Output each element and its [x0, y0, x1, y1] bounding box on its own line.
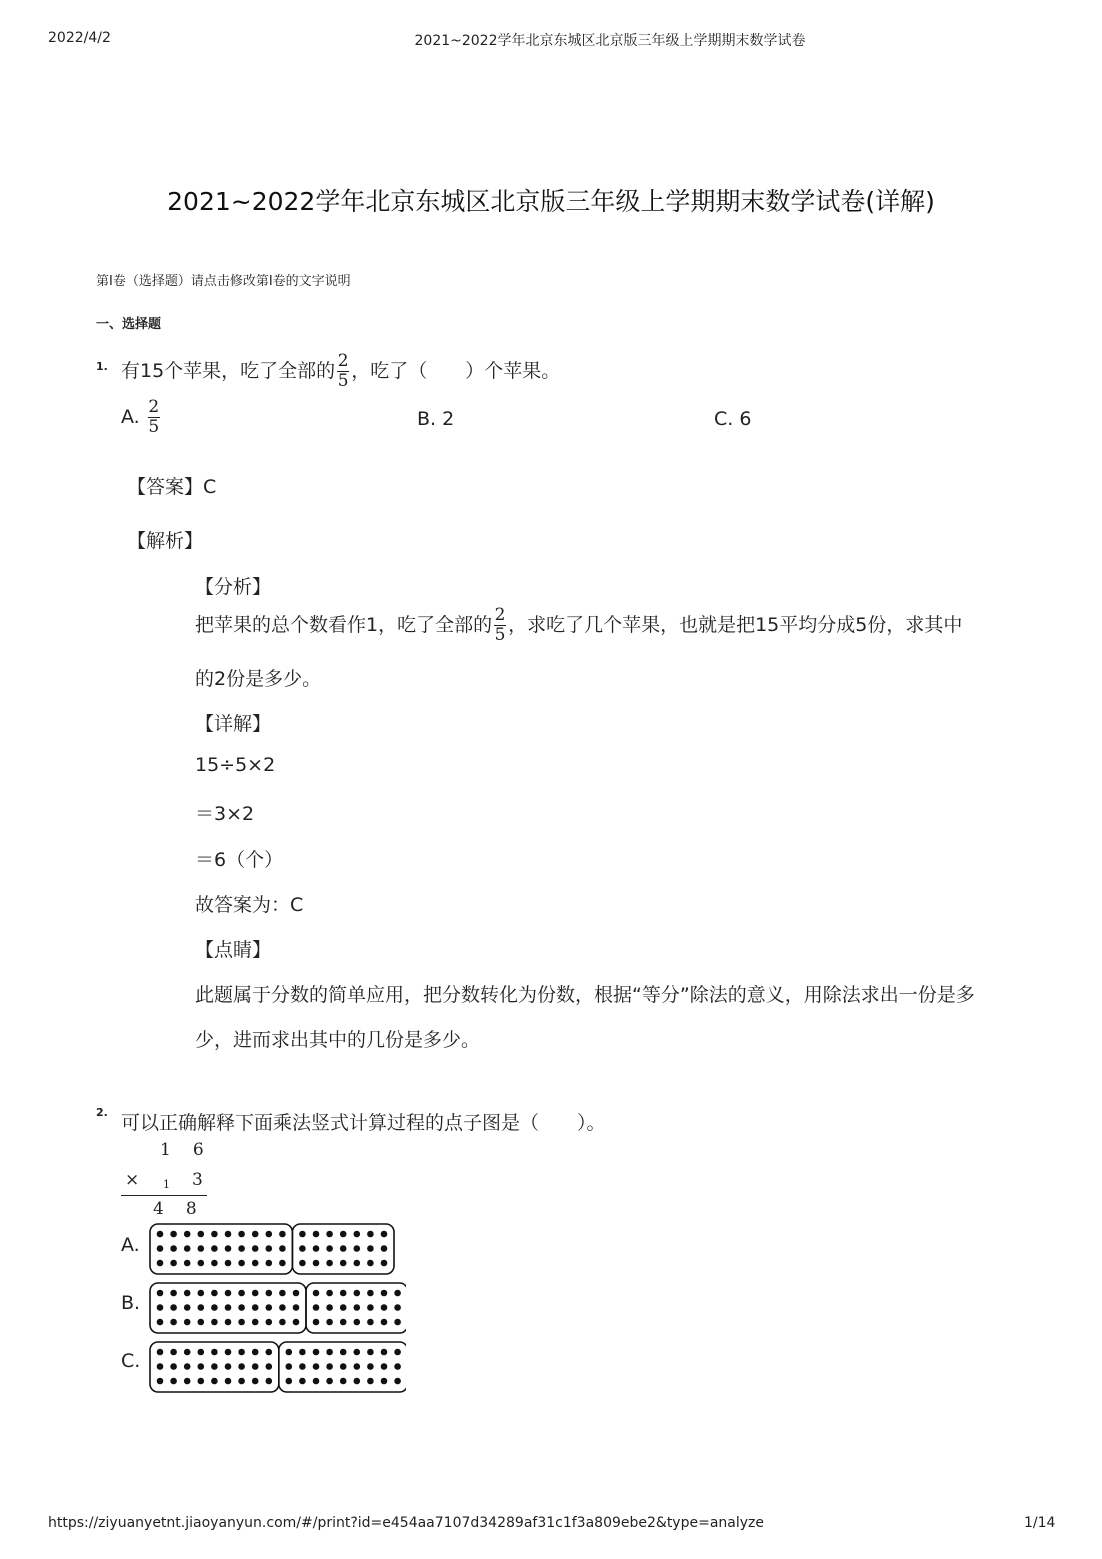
dot: [225, 1349, 232, 1356]
dot: [184, 1290, 191, 1297]
dot: [170, 1245, 177, 1252]
dot: [198, 1349, 205, 1356]
dot: [381, 1319, 388, 1326]
dot: [211, 1245, 218, 1252]
dot: [157, 1245, 164, 1252]
dot: [354, 1349, 361, 1356]
dot: [313, 1260, 320, 1267]
dot: [238, 1290, 245, 1297]
dot: [238, 1245, 245, 1252]
conclusion: 故答案为：C: [195, 894, 304, 916]
dot: [211, 1260, 218, 1267]
analysis-heading: 【解析】: [127, 530, 204, 552]
dot: [367, 1231, 374, 1238]
dot: [252, 1378, 259, 1385]
dianjing-line-2: 少，进而求出其中的几份是多少。: [195, 1029, 481, 1051]
dot: [266, 1378, 273, 1385]
dot: [340, 1363, 347, 1370]
dot: [238, 1319, 245, 1326]
dot: [340, 1349, 347, 1356]
dot: [293, 1319, 300, 1326]
option-a-fraction: [148, 398, 160, 437]
dot: [394, 1363, 401, 1370]
dot: [198, 1245, 205, 1252]
dot: [326, 1290, 333, 1297]
dot: [184, 1349, 191, 1356]
dot: [198, 1363, 205, 1370]
dot: [184, 1245, 191, 1252]
dot: [225, 1290, 232, 1297]
dot: [286, 1363, 293, 1370]
dot: [170, 1349, 177, 1356]
multiplier: 3: [192, 1170, 203, 1190]
dot: [266, 1349, 273, 1356]
dot: [354, 1363, 361, 1370]
dot: [238, 1349, 245, 1356]
option-c-dot-diagram[interactable]: [148, 1340, 406, 1394]
dot: [211, 1304, 218, 1311]
dot: [381, 1245, 388, 1252]
dot: [211, 1231, 218, 1238]
dot: [326, 1378, 333, 1385]
option-b-dot-diagram[interactable]: [148, 1281, 406, 1335]
dot: [198, 1231, 205, 1238]
question-1-text-after: ，吃了（ ）个苹果。: [351, 360, 561, 382]
dot: [266, 1290, 273, 1297]
dot: [170, 1290, 177, 1297]
calc-step-2: ＝3×2: [195, 803, 255, 825]
dot: [381, 1349, 388, 1356]
multiplication-line: [121, 1195, 207, 1196]
dot: [157, 1378, 164, 1385]
dot: [381, 1290, 388, 1297]
dianjing-heading: 【点睛】: [195, 939, 272, 961]
dot: [340, 1378, 347, 1385]
dot: [266, 1245, 273, 1252]
dot: [266, 1363, 273, 1370]
fenxi-line-2: 的2份是多少。: [195, 668, 322, 690]
dot: [394, 1378, 401, 1385]
dot: [157, 1231, 164, 1238]
dot: [313, 1378, 320, 1385]
dot: [157, 1363, 164, 1370]
dot: [313, 1245, 320, 1252]
dot: [266, 1319, 273, 1326]
dot: [225, 1304, 232, 1311]
dot: [326, 1231, 333, 1238]
dot: [354, 1260, 361, 1267]
calc-step-3: ＝6（个）: [195, 849, 284, 871]
option-b-label-q2: B.: [121, 1292, 141, 1314]
fenxi-line-1: [195, 606, 962, 645]
dot: [340, 1260, 347, 1267]
fraction-numerator: 2: [337, 351, 349, 371]
fenxi-text-before: 把苹果的总个数看作1，吃了全部的: [195, 614, 493, 636]
dot: [367, 1290, 374, 1297]
dot: [293, 1304, 300, 1311]
dot: [279, 1290, 286, 1297]
dot: [299, 1349, 306, 1356]
page-title: 2021~2022学年北京东城区北京版三年级上学期期末数学试卷(详解): [167, 187, 935, 216]
dot: [367, 1260, 374, 1267]
option-a[interactable]: [121, 398, 162, 437]
dot: [340, 1231, 347, 1238]
product: [153, 1199, 197, 1219]
dot: [313, 1304, 320, 1311]
dot: [184, 1260, 191, 1267]
dot: [340, 1290, 347, 1297]
option-a-label: A.: [121, 406, 140, 428]
dot: [354, 1245, 361, 1252]
dot: [170, 1363, 177, 1370]
dot: [170, 1304, 177, 1311]
dot: [394, 1304, 401, 1311]
dot: [354, 1290, 361, 1297]
dot: [238, 1304, 245, 1311]
dot: [286, 1349, 293, 1356]
dot: [279, 1231, 286, 1238]
dot: [225, 1231, 232, 1238]
product-tens: 4: [153, 1199, 164, 1219]
dianjing-line-1: 此题属于分数的简单应用，把分数转化为份数，根据“等分”除法的意义，用除法求出一份是多: [195, 984, 975, 1006]
answer: 【答案】C: [127, 476, 217, 498]
dot: [394, 1319, 401, 1326]
dot: [198, 1378, 205, 1385]
footer-url[interactable]: https://ziyuanyetnt.jiaoyanyun.com/#/print?id=e454aa7107d34289af31c1f3a809ebe2&type=analyze: [48, 1515, 764, 1531]
print-doc-title: 2021~2022学年北京东城区北京版三年级上学期期末数学试卷: [414, 33, 806, 49]
dot: [326, 1363, 333, 1370]
dot: [299, 1363, 306, 1370]
question-1-fraction: [337, 352, 349, 391]
dot: [170, 1378, 177, 1385]
fenxi-heading: 【分析】: [195, 576, 272, 598]
dot: [313, 1363, 320, 1370]
dot: [299, 1245, 306, 1252]
dot: [225, 1260, 232, 1267]
multiplicand-tens: 1: [160, 1140, 171, 1160]
question-1-text: [121, 352, 560, 391]
product-ones: 8: [185, 1199, 197, 1219]
dot: [326, 1260, 333, 1267]
question-number-1: 1.: [96, 360, 108, 373]
dot: [184, 1231, 191, 1238]
dot: [367, 1349, 374, 1356]
dot: [225, 1245, 232, 1252]
question-1-text-before: 有15个苹果，吃了全部的: [121, 360, 336, 382]
dot: [238, 1231, 245, 1238]
dot: [367, 1378, 374, 1385]
dot: [252, 1349, 259, 1356]
dot: [238, 1378, 245, 1385]
option-c[interactable]: C. 6: [714, 408, 752, 430]
dot: [157, 1349, 164, 1356]
dot: [394, 1290, 401, 1297]
dot: [266, 1231, 273, 1238]
dot: [184, 1378, 191, 1385]
dot: [367, 1245, 374, 1252]
dot: [326, 1304, 333, 1311]
fraction-numerator: 2: [148, 397, 160, 417]
dot: [299, 1260, 306, 1267]
fraction-denominator: 5: [148, 417, 160, 437]
dot: [326, 1245, 333, 1252]
multiply-sign: ×: [125, 1170, 140, 1190]
dot: [225, 1363, 232, 1370]
dot: [252, 1260, 259, 1267]
dot: [354, 1231, 361, 1238]
dot: [170, 1319, 177, 1326]
dot: [340, 1245, 347, 1252]
question-number-2: 2.: [96, 1106, 108, 1119]
question-2-text: 可以正确解释下面乘法竖式计算过程的点子图是（ ）。: [121, 1112, 606, 1134]
dot: [313, 1349, 320, 1356]
dot: [252, 1319, 259, 1326]
print-date: 2022/4/2: [48, 30, 111, 46]
dot: [238, 1363, 245, 1370]
dot: [313, 1319, 320, 1326]
carry-digit: 1: [163, 1178, 170, 1191]
dot: [279, 1304, 286, 1311]
dot: [279, 1319, 286, 1326]
fraction-denominator: 5: [494, 625, 506, 645]
dot: [313, 1290, 320, 1297]
multiplicand-ones: 6: [192, 1140, 204, 1160]
dot: [381, 1378, 388, 1385]
dot: [198, 1260, 205, 1267]
fraction-denominator: 5: [337, 371, 349, 391]
dot: [252, 1304, 259, 1311]
dot: [211, 1378, 218, 1385]
dot: [367, 1363, 374, 1370]
xiangjie-heading: 【详解】: [195, 713, 272, 735]
dot: [367, 1304, 374, 1311]
dot: [252, 1363, 259, 1370]
volume-note: 第I卷（选择题）请点击修改第I卷的文字说明: [96, 274, 351, 289]
fenxi-fraction: [494, 606, 506, 645]
dot: [279, 1245, 286, 1252]
dot: [381, 1363, 388, 1370]
dot: [170, 1231, 177, 1238]
section-title: 一、选择题: [96, 317, 162, 332]
dot: [184, 1319, 191, 1326]
dot: [157, 1304, 164, 1311]
dot: [211, 1290, 218, 1297]
dot: [198, 1304, 205, 1311]
option-c-label-q2: C.: [121, 1350, 141, 1372]
dot: [211, 1349, 218, 1356]
dot: [170, 1260, 177, 1267]
dot: [266, 1260, 273, 1267]
page-number: 1/14: [1024, 1515, 1056, 1531]
calc-step-1: 15÷5×2: [195, 754, 276, 776]
dot: [293, 1290, 300, 1297]
dot: [184, 1304, 191, 1311]
dot: [299, 1378, 306, 1385]
dot: [279, 1260, 286, 1267]
dot: [326, 1349, 333, 1356]
option-b[interactable]: B. 2: [417, 408, 455, 430]
fenxi-text-after: ，求吃了几个苹果，也就是把15平均分成5份，求其中: [508, 614, 963, 636]
dot: [381, 1231, 388, 1238]
dot: [238, 1260, 245, 1267]
dot: [198, 1319, 205, 1326]
dot: [394, 1349, 401, 1356]
dot: [252, 1290, 259, 1297]
dot: [211, 1363, 218, 1370]
dot: [184, 1363, 191, 1370]
dot: [354, 1304, 361, 1311]
dot: [211, 1319, 218, 1326]
dot: [157, 1260, 164, 1267]
dot: [313, 1231, 320, 1238]
dot: [326, 1319, 333, 1326]
fraction-numerator: 2: [494, 605, 506, 625]
dot: [157, 1290, 164, 1297]
dot: [299, 1231, 306, 1238]
dot: [225, 1319, 232, 1326]
option-a-label-q2: A.: [121, 1234, 140, 1256]
dot: [286, 1378, 293, 1385]
dot: [367, 1319, 374, 1326]
dot: [198, 1290, 205, 1297]
dot: [381, 1260, 388, 1267]
dot: [225, 1378, 232, 1385]
dot: [252, 1245, 259, 1252]
dot: [354, 1319, 361, 1326]
dot: [381, 1304, 388, 1311]
dot: [340, 1304, 347, 1311]
dot: [354, 1378, 361, 1385]
dot: [266, 1304, 273, 1311]
dot: [340, 1319, 347, 1326]
option-a-dot-diagram[interactable]: [148, 1222, 406, 1276]
dot: [252, 1231, 259, 1238]
multiplicand: [160, 1140, 204, 1160]
dot: [157, 1319, 164, 1326]
